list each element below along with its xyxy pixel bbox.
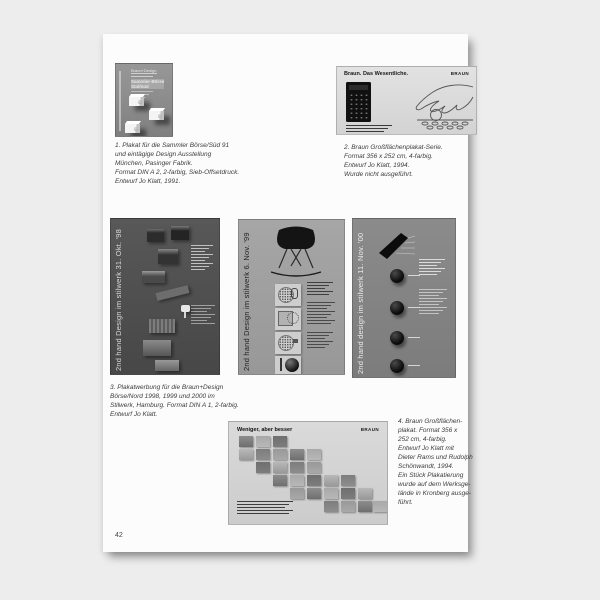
poster-1999-title: 2nd hand Design im stilwerk 6. Nov. '99 xyxy=(242,232,251,371)
book-page xyxy=(103,34,473,552)
caption-4-line: Ein Stück Plakatierung xyxy=(398,472,464,479)
product-tile xyxy=(290,475,304,486)
poster-1999-microtext xyxy=(307,282,333,297)
poster-braun-das-wesentliche xyxy=(336,66,477,135)
product-tile xyxy=(341,501,355,512)
poster4-microtext xyxy=(237,501,293,516)
caption-2-line: 2. Braun Großflächenplakat-Serie. xyxy=(344,144,443,151)
poster1-header-title2: Süd/süd xyxy=(131,84,164,89)
product-tile xyxy=(373,501,387,512)
poster-2000-microtext2 xyxy=(419,289,447,316)
detail-tile-1 xyxy=(275,284,301,306)
hook-detail xyxy=(291,288,298,299)
chair-legs xyxy=(184,312,186,318)
poster1-header-brand: Braun+Design xyxy=(131,68,157,73)
product-tile xyxy=(324,488,338,499)
caption-2-line: Wurde nicht ausgeführt. xyxy=(344,171,414,178)
poster1-spine-text xyxy=(119,71,121,131)
caption-3-line: Stilwerk, Hamburg. Format DIN A 1, 2-farbig. xyxy=(110,402,239,409)
caption-1-line: Format DIN A 2, 2-farbig, Sieb-Offsetdruck. xyxy=(115,169,240,176)
control-knob-1 xyxy=(390,269,404,283)
poster-sammler-boerse-sued xyxy=(115,63,173,137)
caption-2 xyxy=(344,143,443,179)
poster-1999-microtext2 xyxy=(307,302,335,326)
lens-detail xyxy=(285,358,299,372)
detail-tile-3 xyxy=(275,332,301,354)
product-tile xyxy=(341,475,355,486)
product-tile xyxy=(324,501,338,512)
product-tile xyxy=(358,488,372,499)
poster-1999-microtext3 xyxy=(307,332,333,350)
product-tile xyxy=(239,436,253,447)
poster-1998-title: 2nd hand Design im stilwerk 31. Okt. '98 xyxy=(114,229,123,371)
caption-3-line: 3. Plakatwerbung für die Braun+Design xyxy=(110,384,224,391)
detail-tile-2 xyxy=(275,308,301,330)
caption-4-line: plakat. Format 356 x xyxy=(398,427,458,434)
braun-logo: BRAUN xyxy=(450,71,469,76)
knob-label-4 xyxy=(408,365,420,366)
caption-4 xyxy=(398,417,473,507)
page-number: 42 xyxy=(115,532,123,539)
caption-4-line: führt. xyxy=(398,499,413,506)
product-tile xyxy=(239,449,253,460)
poster-1998-microtext xyxy=(191,245,213,272)
control-knob-4 xyxy=(390,359,404,373)
control-knob-3 xyxy=(390,331,404,345)
product-photo xyxy=(143,340,171,356)
product-tile xyxy=(358,501,372,512)
chair-photo xyxy=(181,305,190,312)
caption-1-line: und eintägige Design Ausstellung xyxy=(115,151,212,158)
caption-1-line: Entwurf Jo Klatt, 1991. xyxy=(115,178,181,185)
product-tile xyxy=(341,488,355,499)
product-tile xyxy=(307,475,321,486)
product-tile xyxy=(290,462,304,473)
switch-detail xyxy=(293,339,298,343)
poster1-header-title1: Sammler-Börse xyxy=(131,79,165,84)
detail-tile-4 xyxy=(275,356,301,374)
control-knob-2 xyxy=(390,301,404,315)
poster-2000-microtext xyxy=(419,259,445,277)
product-tile xyxy=(307,462,321,473)
product-tile xyxy=(324,475,338,486)
product-tile xyxy=(273,462,287,473)
caption-4-line: 252 cm, 4-farbig. xyxy=(398,436,447,443)
poster4-title: Weniger, aber besser xyxy=(237,427,293,433)
product-tile xyxy=(307,449,321,460)
caption-1-line: 1. Plakat für die Sammler Börse/Süd 91 xyxy=(115,142,230,149)
product-photo xyxy=(147,229,164,242)
product-photo xyxy=(155,360,179,371)
speaker-cube-3 xyxy=(125,124,140,133)
calculator-image xyxy=(346,82,371,122)
speaker-cube-1 xyxy=(129,97,144,106)
hand-drawing xyxy=(389,79,474,129)
caption-4-line: 4. Braun Großflächen- xyxy=(398,418,463,425)
caption-3-line: Börse/Nord 1998, 1999 und 2000 im xyxy=(110,393,215,400)
caption-4-line: lände in Kronberg ausge- xyxy=(398,490,471,497)
caption-1-line: München, Pasinger Fabrik. xyxy=(115,160,193,167)
caption-4-line: Schönwandt, 1994. xyxy=(398,463,454,470)
poster-2000-title: 2nd hand design im stilwerk 11. Nov. '00 xyxy=(356,232,365,374)
product-tile xyxy=(307,488,321,499)
product-photo xyxy=(149,319,175,333)
poster-weniger-aber-besser xyxy=(228,421,388,525)
poster-stilwerk-1999 xyxy=(238,219,345,375)
caption-3-line: Entwurf Jo Klatt. xyxy=(110,411,158,418)
caption-4-line: Dieter Rams und Rudolph xyxy=(398,454,473,461)
product-photo xyxy=(158,249,178,264)
poster-stilwerk-2000 xyxy=(352,218,456,378)
poster1-microtext xyxy=(131,73,164,77)
caption-4-line: Entwurf Jo Klatt mit xyxy=(398,445,454,452)
product-photo xyxy=(156,285,190,301)
product-photo xyxy=(142,271,165,283)
product-tile xyxy=(256,462,270,473)
product-tile xyxy=(256,449,270,460)
product-tile xyxy=(256,436,270,447)
caption-4-line: wurde auf dem Werksge- xyxy=(398,481,471,488)
product-tile xyxy=(273,436,287,447)
speaker-cube-2 xyxy=(149,111,164,120)
caption-3 xyxy=(110,383,239,419)
caption-2-line: Format 356 x 252 cm, 4-farbig. xyxy=(344,153,433,160)
product-photo xyxy=(171,226,189,240)
braun-logo-2: BRAUN xyxy=(360,427,379,432)
product-tile xyxy=(290,488,304,499)
poster2-microtext xyxy=(346,125,392,135)
speaker-grille-2 xyxy=(278,335,294,351)
shaver-head xyxy=(287,312,299,324)
eames-rocker-chair xyxy=(265,226,327,282)
poster-1998-microtext2 xyxy=(191,305,215,326)
poster2-title: Braun. Das Wesentliche. xyxy=(344,71,409,77)
product-tile xyxy=(273,449,287,460)
cone-knob xyxy=(377,231,417,261)
caption-2-line: Entwurf Jo Klatt, 1994. xyxy=(344,162,410,169)
product-tile xyxy=(273,475,287,486)
poster-stilwerk-1998 xyxy=(110,218,220,375)
product-tile xyxy=(290,449,304,460)
caption-1 xyxy=(115,141,239,186)
knob-label-3 xyxy=(408,337,420,338)
pointer-detail xyxy=(280,358,282,371)
